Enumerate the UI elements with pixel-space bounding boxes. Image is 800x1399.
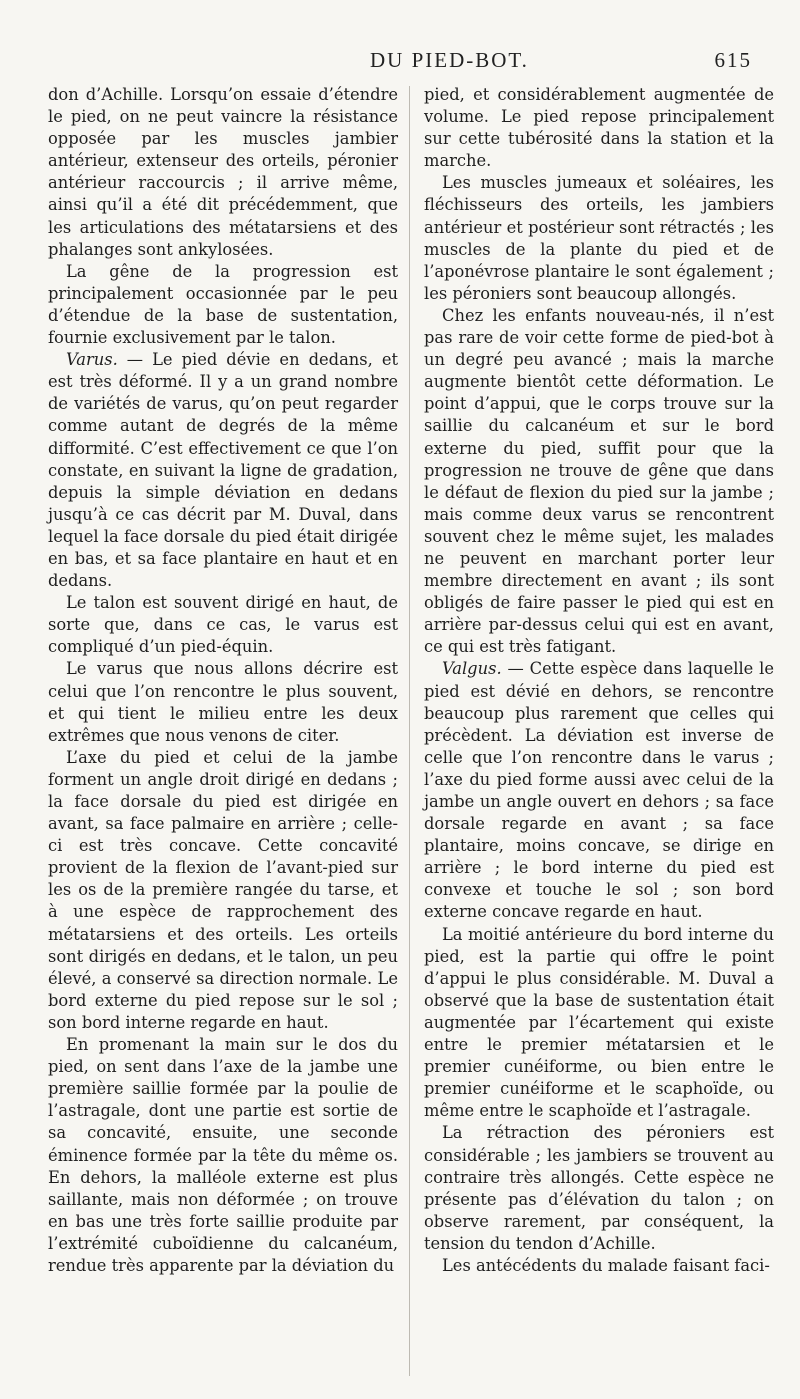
paragraph: La gêne de la progression est principalement occasionnée par le peu d’étendue de la base de sustentation, fournie exclusivement par le talon. xyxy=(48,261,398,348)
section-lead-valgus: Valgus. xyxy=(442,659,502,679)
paragraph: En promenant la main sur le dos du pied, on sent dans l’axe de la jambe une première saillie formée par la poulie de l’astragale, dont une partie est sortie de sa concavité, ensuite, une seconde éminence formée par la tête du même os. En dehors, la malléole externe est plus saillante, mais non déformée ; on trouve en bas une très forte saillie produite par l’extrémité cuboïdienne du calcanéum, rendue très apparente par la déviation du xyxy=(48,1035,398,1275)
right-column xyxy=(424,84,774,1277)
paragraph: L’axe du pied et celui de la jambe forment un angle droit dirigé en dedans ; la face dorsale du pied est dirigée en avant, sa face palmaire en arrière ; celle-ci est très concave. Cette concavité provient de la flexion de l’avant-pied sur les os de la première rangée du tarse, et à une espèce de rapprochement des métatarsiens et des orteils. Les orteils sont dirigés en dedans, et le talon, un peu élevé, a conservé sa direction normale. Le bord externe du pied repose sur le sol ; son bord interne regarde en haut. xyxy=(48,747,398,1032)
column-divider xyxy=(409,86,410,1376)
paragraph: Le varus que nous allons décrire est celui que l’on rencontre le plus souvent, et qui tient le milieu entre les deux extrêmes que nous venons de citer. xyxy=(48,659,398,745)
paragraph: Chez les enfants nouveau-nés, il n’est pas rare de voir cette forme de pied-bot à un degré peu avancé ; mais la marche augmente bientôt cette déformation. Le point d’appui, que le corps trouve sur la saillie du calcanéum et sur le bord externe du pied, suffit pour que la progression ne trouve de gêne que dans le défaut de flexion du pied sur la jambe ; mais comme deux varus se rencontrent souvent chez le même sujet, les malades ne peuvent en marchant porter leur membre directement en avant ; ils sont obligés de faire passer le pied qui est en arrière par-dessus celui qui est en avant, ce qui est très fatigant. xyxy=(424,305,774,657)
paragraph-varus xyxy=(48,349,398,592)
paragraph: Les muscles jumeaux et soléaires, les fléchisseurs des orteils, les jambiers antérieur et postérieur sont rétractés ; les muscles de la plante du pied et de l’aponévrose plantaire le sont également ; les péroniers sont beaucoup allongés. xyxy=(424,173,774,303)
paragraph: Les antécédents du malade faisant faci- xyxy=(442,1255,770,1275)
paragraph: don d’Achille. Lorsqu’on essaie d’étendre le pied, on ne peut vaincre la résistance opposée par les muscles jambier antérieur, extenseur des orteils, péronier antérieur raccourcis ; il arrive même, ainsi qu’il a été dit précédemment, que les articulations des métatarsiens et des phalanges sont ankylosées. xyxy=(48,85,398,259)
paragraph: pied, et considérablement augmentée de volume. Le pied repose principalement sur cette tubérosité dans la station et la marche. xyxy=(424,85,774,171)
paragraph-text: — Cette espèce dans laquelle le pied est dévié en dehors, se rencontre beaucoup plus rarement que celles qui précèdent. La déviation est inverse de celle que l’on rencontre dans le varus ; l’axe du pied forme aussi avec celui de la jambe un angle ouvert en dehors ; sa face dorsale regarde en avant ; sa face plantaire, moins concave, se dirige en arrière ; le bord interne du pied est convexe et touche le sol ; son bord externe concave regarde en haut. xyxy=(424,659,774,922)
paragraph: La moitié antérieure du bord interne du pied, est la partie qui offre le point d’appui le plus considérable. M. Duval a observé que la base de sustentation était augmentée par l’écartement qui existe entre le premier métatarsien et le premier cunéiforme, ou bien entre le premier cunéiforme et le scaphoïde, ou même entre le scaphoïde et l’astragale. xyxy=(424,924,774,1121)
section-lead-varus: Varus. xyxy=(66,350,118,370)
left-column xyxy=(48,84,398,1277)
paragraph-text: — Le pied dévie en dedans, et est très déformé. Il y a un grand nombre de variétés de varus, qu’on peut regarder comme autant de degrés de la même difformité. C’est effectivement ce que l’on constate, en suivant la ligne de gradation, depuis la simple déviation en dedans jusqu’à ce cas décrit par M. Duval, dans lequel la face dorsale du pied était dirigée en bas, et sa face plantaire en haut et en dedans. xyxy=(48,350,398,591)
page-number: 615 xyxy=(714,48,752,72)
paragraph-valgus xyxy=(424,658,774,923)
paragraph: La rétraction des péroniers est considérable ; les jambiers se trouvent au contraire très allongés. Cette espèce ne présente pas d’élévation du talon ; on observe rarement, par conséquent, la tension du tendon d’Achille. xyxy=(424,1123,774,1253)
running-title: DU PIED-BOT. xyxy=(370,48,529,72)
page-header xyxy=(0,48,800,78)
paragraph: Le talon est souvent dirigé en haut, de sorte que, dans ce cas, le varus est compliqué d’un pied-équin. xyxy=(48,593,398,657)
